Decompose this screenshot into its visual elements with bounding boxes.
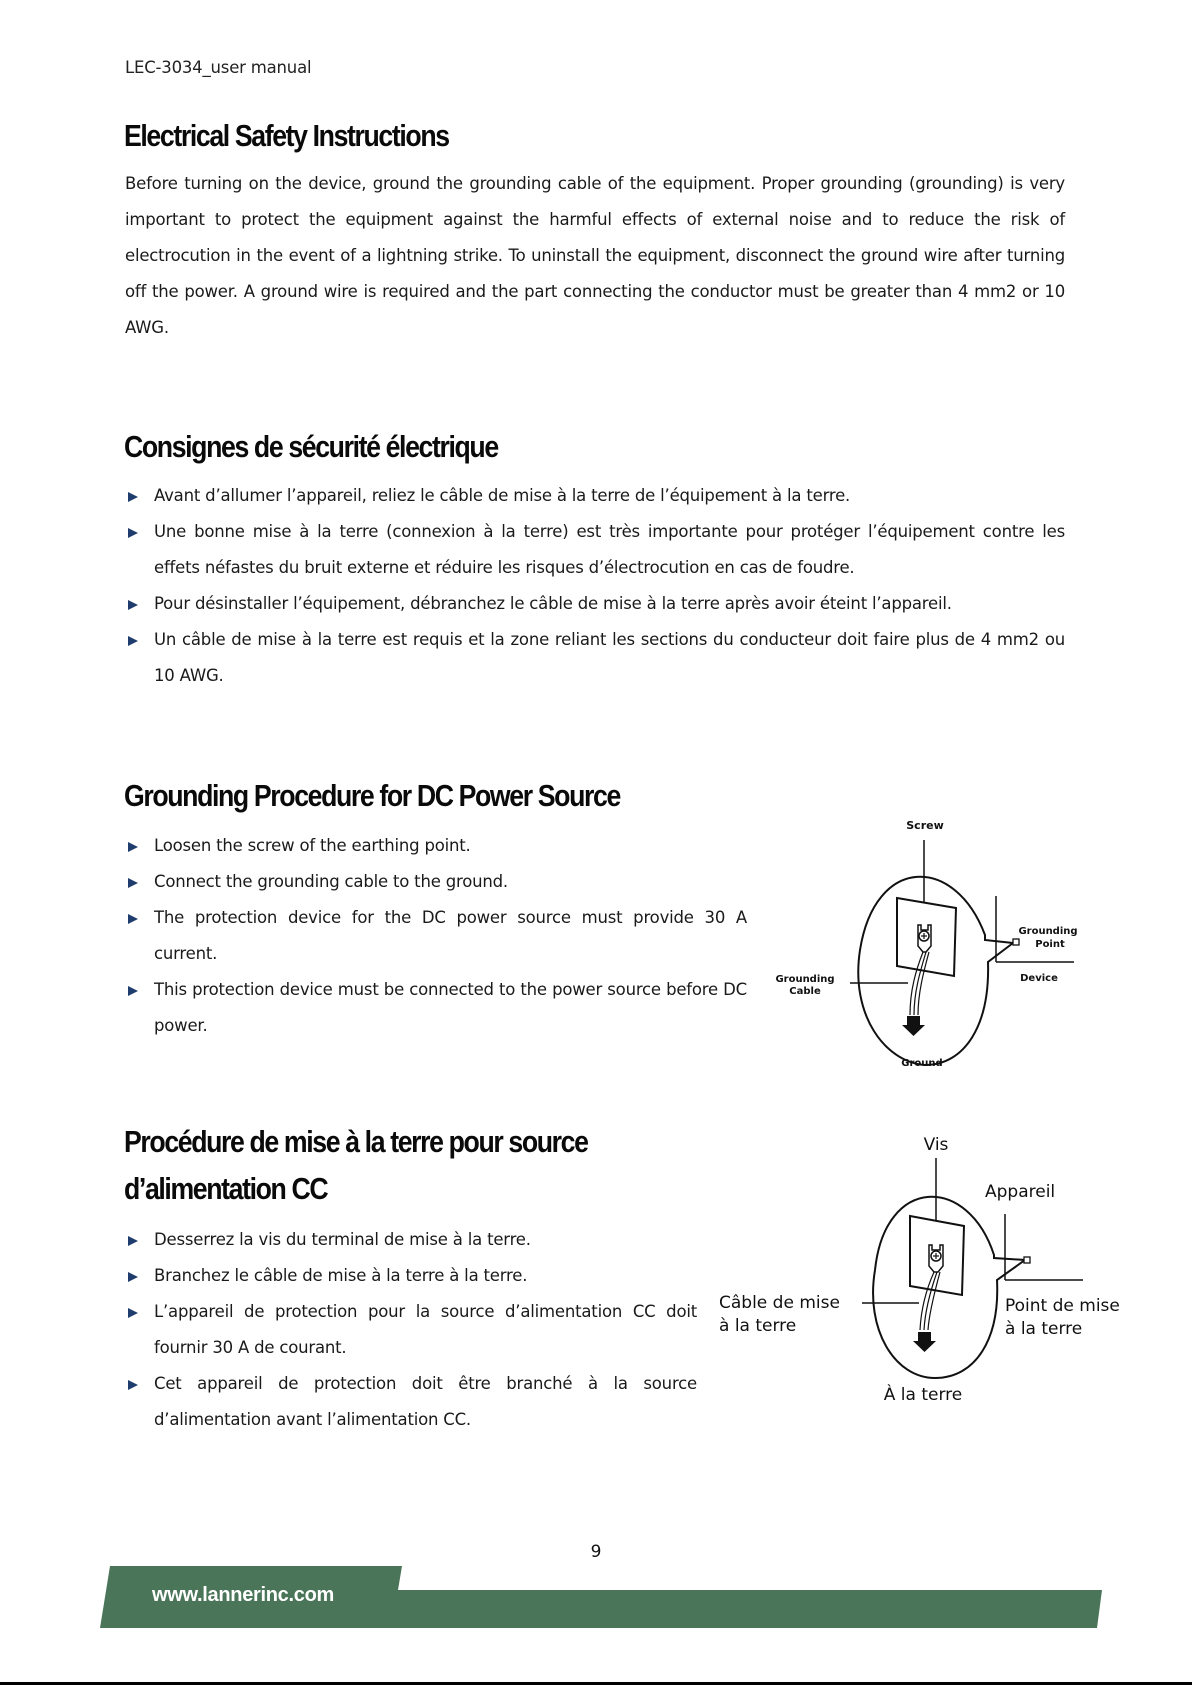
list-item-text: The protection device for the DC power source must provide 30 A current. (154, 908, 747, 963)
list-item (125, 478, 1065, 514)
list-item-text: Une bonne mise à la terre (connexion à la terre) est très importante pour protéger l’équipement contre les effets néfastes du bruit externe et réduire les risques d’électrocution en cas de foudre. (154, 522, 1065, 577)
label-vis: Vis (923, 1135, 949, 1155)
list-item (125, 514, 1065, 586)
list-item-text: Branchez le câble de mise à la terre à la terre. (154, 1266, 528, 1285)
list-item-text: Pour désinstaller l’équipement, débranchez le câble de mise à la terre après avoir éteint l’appareil. (154, 594, 952, 613)
label-grounding-cable: Grounding (775, 974, 835, 985)
grounding-point-icon (1013, 939, 1019, 945)
list-item-text: This protection device must be connected to the power source before DC power. (154, 980, 747, 1035)
list-item (125, 622, 1065, 694)
list-item (125, 1366, 697, 1438)
list-item (125, 900, 747, 972)
label-point-de-mise: Point de mise (1005, 1296, 1120, 1316)
svg-text:Point: Point (1035, 939, 1065, 950)
label-ground: Ground (901, 1058, 943, 1069)
grounding-point-icon (1024, 1257, 1030, 1263)
grounding-dc-list (125, 828, 747, 1044)
svg-text:à la terre: à la terre (719, 1316, 797, 1336)
bullet-triangle-icon (128, 1380, 138, 1390)
list-item (125, 828, 747, 864)
list-item (125, 1222, 697, 1258)
section-title-electrical-safety: Electrical Safety Instructions (124, 118, 449, 153)
list-item-text: Avant d’allumer l’appareil, reliez le câble de mise à la terre de l’équipement à la terre. (154, 486, 851, 505)
list-item (125, 972, 747, 1044)
page-number: 9 (590, 1542, 602, 1562)
bullet-triangle-icon (128, 1236, 138, 1246)
ground-arrow-icon (902, 1016, 925, 1036)
electrical-safety-paragraph: Before turning on the device, ground the grounding cable of the equipment. Proper grounding (grounding) is very important to protect the equipment against the harmful effects of external noise and to reduce the risk of electrocution in the event of a lightning strike. To uninstall the equipment, disconnect the ground wire after turning off the power. A ground wire is required and the part connecting the conductor must be greater than 4 mm2 or 10 AWG. (125, 174, 1065, 337)
list-item-text: Loosen the screw of the earthing point. (154, 836, 471, 855)
svg-text:à la terre: à la terre (1005, 1319, 1083, 1339)
list-item (125, 1258, 697, 1294)
bullet-triangle-icon (128, 528, 138, 538)
section-title-consignes: Consignes de sécurité électrique (124, 429, 498, 464)
section-title-procedure-cc-line2: d’alimentation CC (124, 1171, 328, 1206)
bullet-triangle-icon (128, 878, 138, 888)
grounding-diagram-en (760, 800, 1100, 1080)
bullet-triangle-icon (128, 1308, 138, 1318)
list-item-text: L’appareil de protection pour la source d’alimentation CC doit fournir 30 A de courant. (154, 1302, 697, 1357)
bullet-triangle-icon (128, 842, 138, 852)
running-header: LEC-3034_user manual (125, 58, 312, 77)
label-screw: Screw (906, 819, 944, 832)
label-grounding-point: Grounding (1018, 926, 1078, 937)
section-title-grounding-dc: Grounding Procedure for DC Power Source (124, 778, 620, 813)
label-cable-de-mise: Câble de mise (719, 1293, 840, 1313)
label-device: Device (1020, 973, 1058, 984)
bullet-triangle-icon (128, 600, 138, 610)
bullet-triangle-icon (128, 914, 138, 924)
grounding-diagram-fr (710, 1120, 1130, 1410)
svg-text:Cable: Cable (789, 986, 821, 997)
list-item (125, 586, 1065, 622)
label-appareil: Appareil (985, 1182, 1056, 1202)
label-a-la-terre: À la terre (883, 1385, 963, 1405)
list-item-text: Un câble de mise à la terre est requis et la zone reliant les sections du conducteur doit faire plus de 4 mm2 ou 10 AWG. (154, 630, 1065, 685)
footer-url-link[interactable]: www.lannerinc.com (152, 1584, 334, 1606)
list-item-text: Desserrez la vis du terminal de mise à la terre. (154, 1230, 531, 1249)
bullet-triangle-icon (128, 1272, 138, 1282)
bullet-triangle-icon (128, 636, 138, 646)
list-item (125, 1294, 697, 1366)
list-item-text: Cet appareil de protection doit être branché à la source d’alimentation avant l’alimentation CC. (154, 1374, 697, 1429)
list-item (125, 864, 747, 900)
consignes-list (125, 478, 1065, 694)
ground-arrow-icon (913, 1332, 936, 1352)
procedure-cc-list (125, 1222, 697, 1438)
list-item-text: Connect the grounding cable to the ground. (154, 872, 508, 891)
bullet-triangle-icon (128, 492, 138, 502)
section-title-procedure-cc-line1: Procédure de mise à la terre pour source (124, 1124, 588, 1159)
bullet-triangle-icon (128, 986, 138, 996)
